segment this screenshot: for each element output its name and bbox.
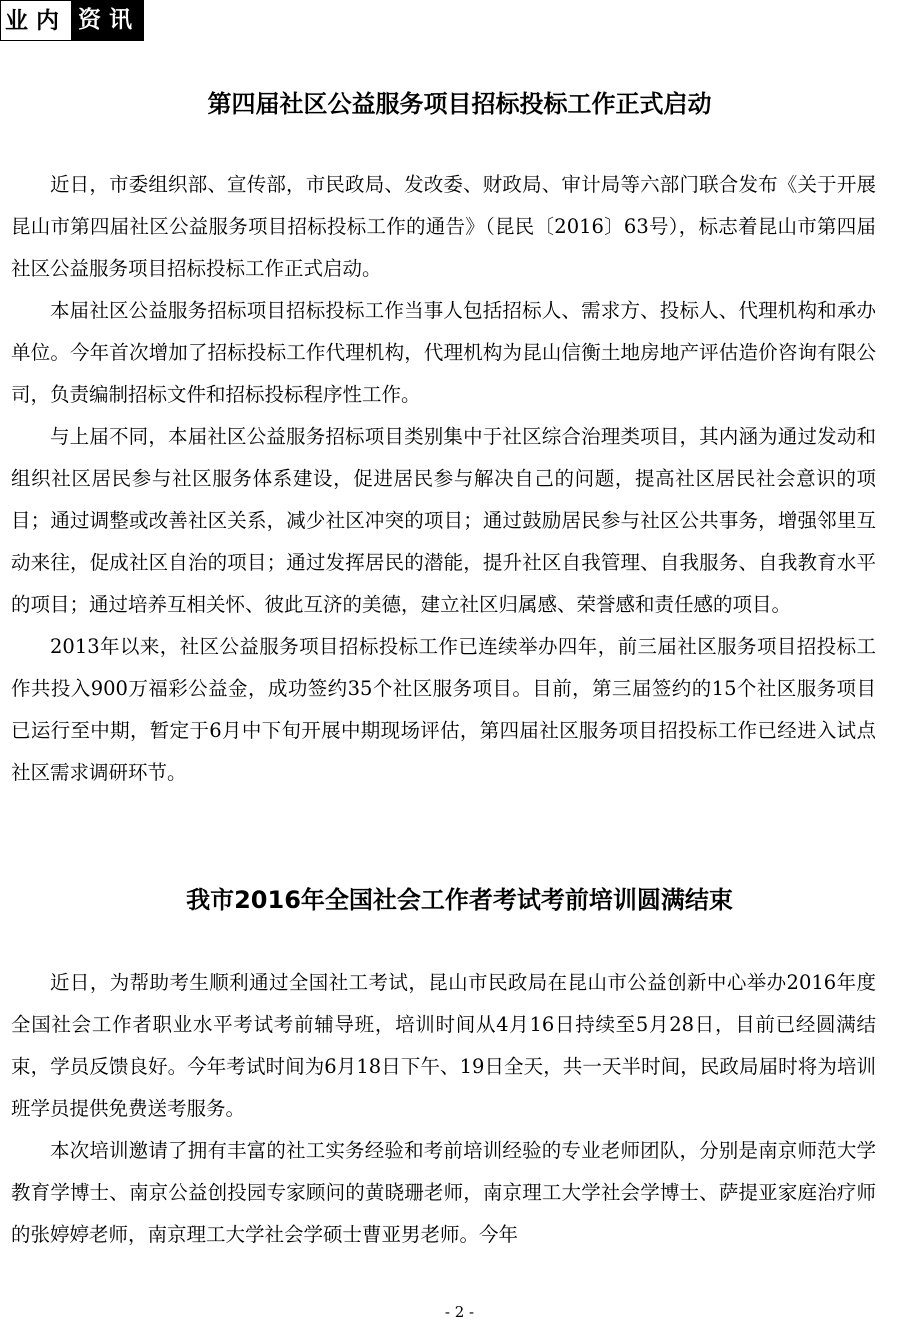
article-1-paragraph: 本届社区公益服务招标项目招标投标工作当事人包括招标人、需求方、投标人、代理机构和承办单位。今年首次增加了招标投标工作代理机构，代理机构为昆山信衡土地房地产评估造价咨询有限公司，负责编制招标文件和招标投标程序性工作。 xyxy=(11,299,876,406)
article-1-paragraph: 与上届不同，本届社区公益服务招标项目类别集中于社区综合治理类项目，其内涵为通过发动和组织社区居民参与社区服务体系建设，促进居民参与解决自己的问题，提高社区居民社会意识的项目；通过调整或改善社区关系，减少社区冲突的项目；通过鼓励居民参与社区公共事务，增强邻里互动来往，促成社区自治的项目；通过发挥居民的潜能，提升社区自我管理、自我服务、自我教育水平的项目；通过培养互相关怀、彼此互济的美德，建立社区归属感、荣誉感和责任感的项目。 xyxy=(11,425,876,616)
article-1-paragraph: 近日，市委组织部、宣传部，市民政局、发改委、财政局、审计局等六部门联合发布《关于开展昆山市第四届社区公益服务项目招标投标工作的通告》（昆民〔2016〕63号），标志着昆山市第四届社区公益服务项目招标投标工作正式启动。 xyxy=(11,173,876,280)
section-tag-plain: 业内 xyxy=(0,0,72,41)
page-number: - 2 - xyxy=(444,1303,475,1321)
article-2-paragraph: 近日，为帮助考生顺利通过全国社工考试，昆山市民政局在昆山市公益创新中心举办2016年度全国社会工作者职业水平考试考前辅导班，培训时间从4月16日持续至5月28日，目前已经圆满结束，学员反馈良好。今年考试时间为6月18日下午、19日全天，共一天半时间，民政局届时将为培训班学员提供免费送考服务。 xyxy=(11,971,876,1120)
article-1-body xyxy=(11,164,876,794)
section-tag xyxy=(0,0,144,41)
article-2-body xyxy=(11,962,876,1256)
article-2-paragraph: 本次培训邀请了拥有丰富的社工实务经验和考前培训经验的专业老师团队，分别是南京师范大学教育学博士、南京公益创投园专家顾问的黄晓珊老师，南京理工大学社会学博士、萨提亚家庭治疗师的张婷婷老师，南京理工大学社会学硕士曹亚男老师。今年 xyxy=(11,1139,876,1246)
article-1-title: 第四届社区公益服务项目招标投标工作正式启动 xyxy=(207,90,712,118)
article-2-title: 我市2016年全国社会工作者考试考前培训圆满结束 xyxy=(186,886,733,914)
section-tag-inverted: 资讯 xyxy=(72,0,144,41)
article-1-paragraph: 2013年以来，社区公益服务项目招标投标工作已连续举办四年，前三届社区服务项目招投标工作共投入900万福彩公益金，成功签约35个社区服务项目。目前，第三届签约的15个社区服务项目已运行至中期，暂定于6月中下旬开展中期现场评估，第四届社区服务项目招投标工作已经进入试点社区需求调研环节。 xyxy=(11,635,876,784)
